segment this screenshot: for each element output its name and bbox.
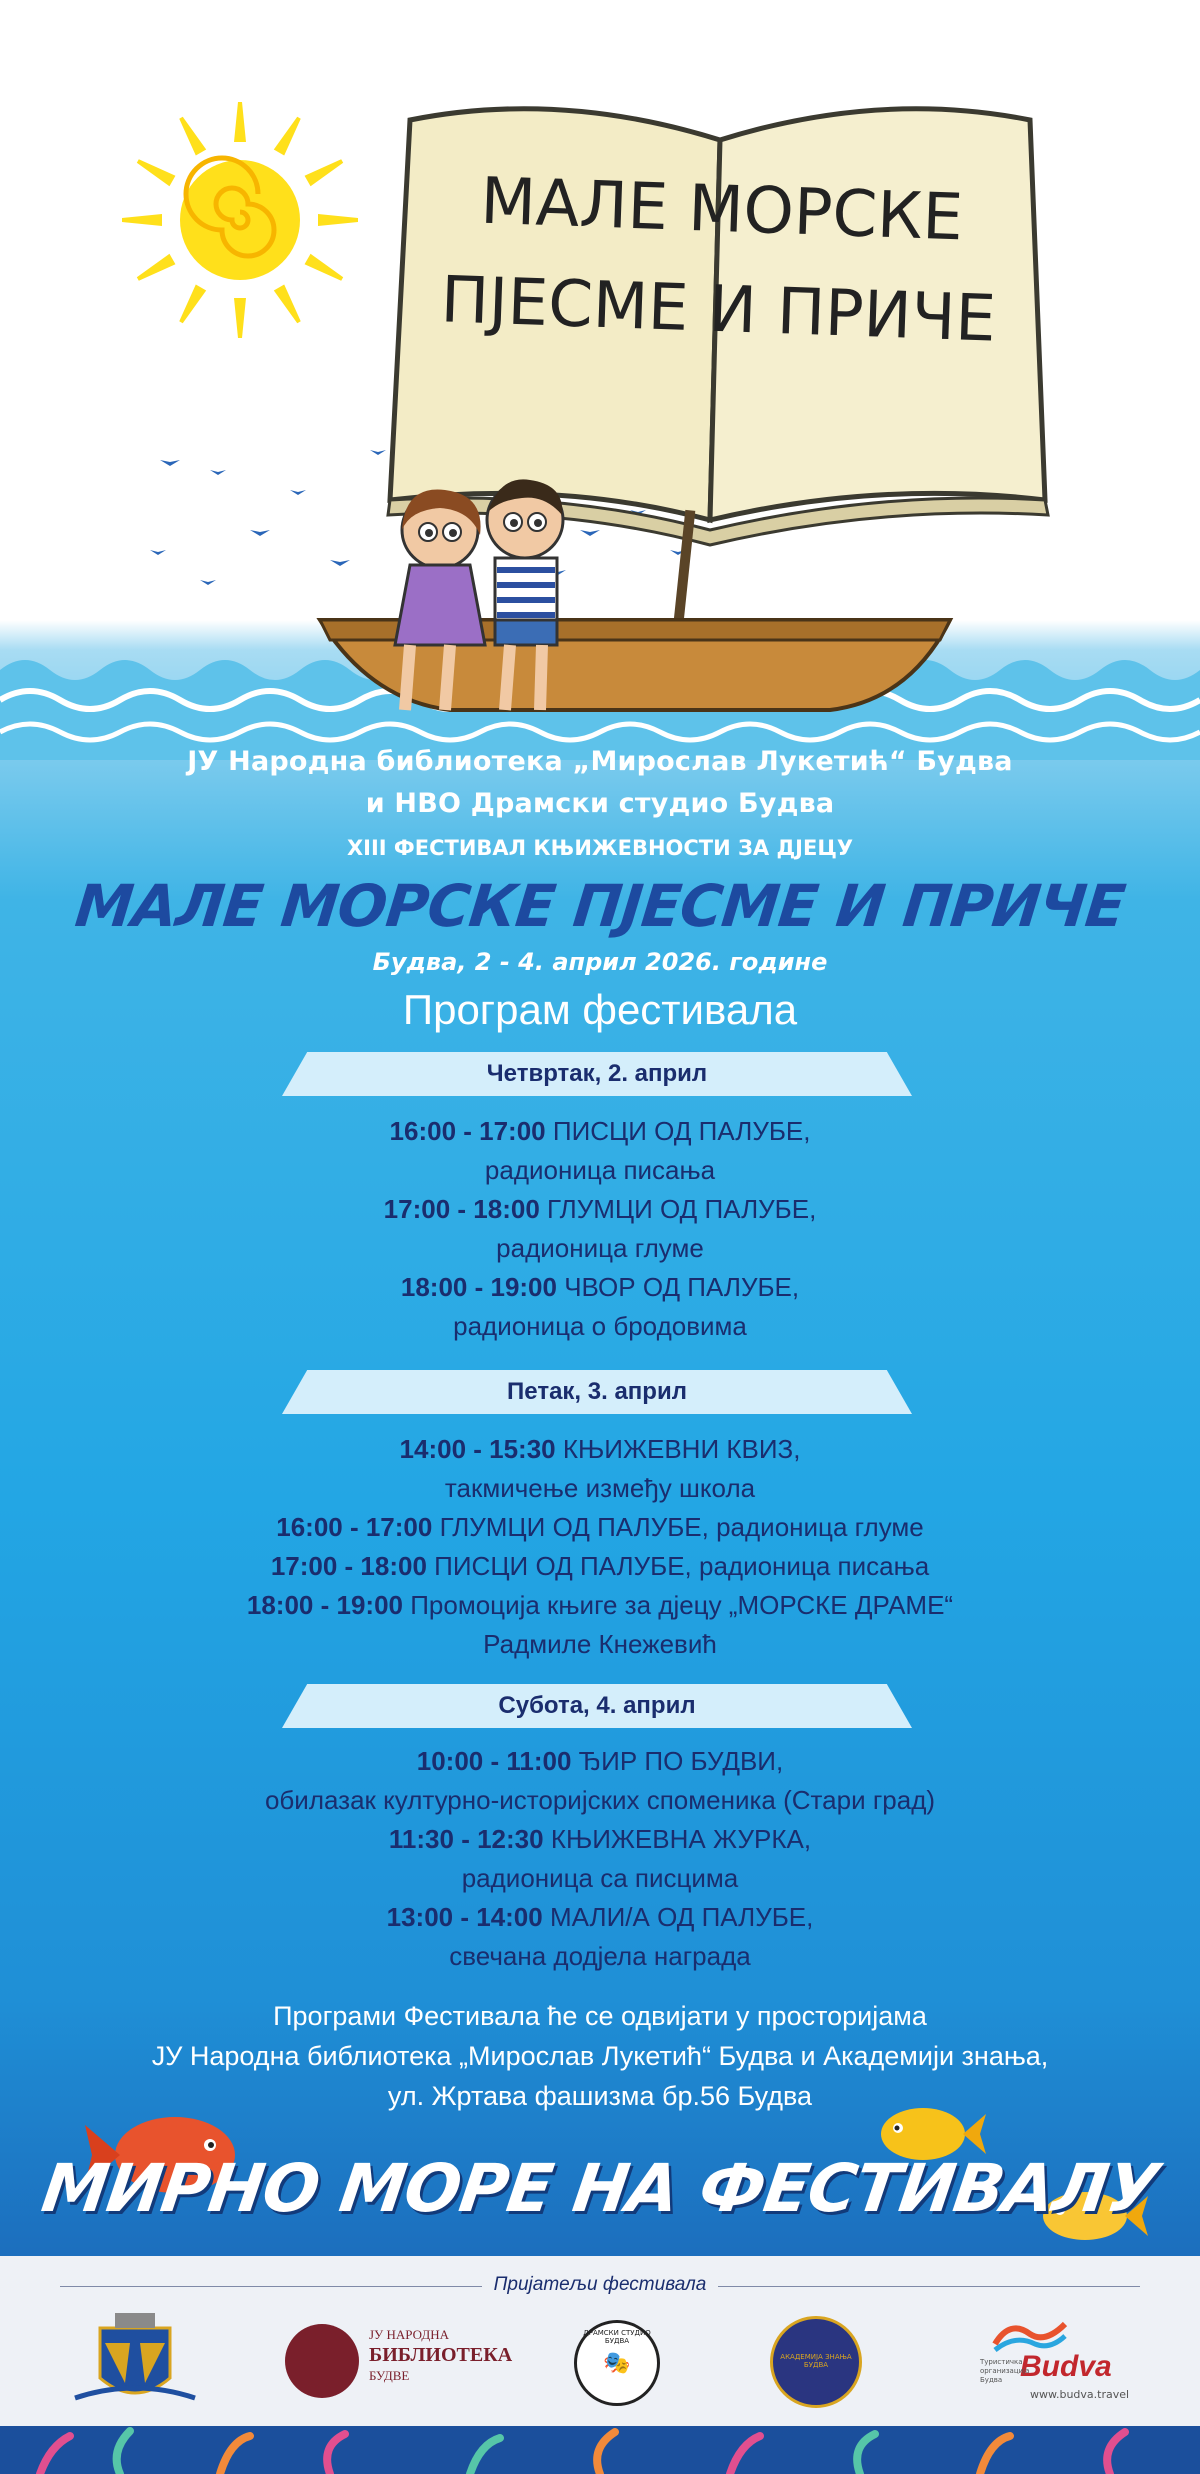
event-title: ЧВОР ОД ПАЛУБЕ, [564, 1272, 800, 1302]
event-subtitle: такмичење између школа [444, 1473, 756, 1503]
partners-label-text: Пријатељи фестивала [482, 2274, 719, 2295]
coral-icon [0, 2426, 1200, 2474]
event-friday-1 [0, 1430, 1200, 1508]
event-friday-2 [0, 1508, 1200, 1547]
event-subtitle: радионица о бродовима [453, 1311, 747, 1341]
venue-line-3: ул. Жртава фашизма бр.56 Будва [387, 2081, 813, 2111]
event-time: 18:00 - 19:00 [400, 1272, 557, 1302]
sun-icon [110, 90, 370, 350]
theater-masks-icon: 🎭 [603, 2351, 631, 2376]
event-title: ПИСЦИ ОД ПАЛУБЕ, радионица писања [434, 1551, 930, 1581]
event-subtitle: радионица глуме [496, 1233, 704, 1263]
tourism-brand: Budva [1020, 2350, 1112, 2383]
tourism-url: www.budva.travel [1030, 2388, 1130, 2401]
event-title: ГЛУМЦИ ОД ПАЛУБЕ, радионица глуме [439, 1512, 924, 1542]
day-label-saturday: Субота, 4. април [498, 1692, 696, 1719]
event-time: 18:00 - 19:00 [246, 1590, 403, 1620]
event-subtitle: свечана додјела награда [449, 1941, 751, 1971]
program-heading: Програм фестивала [402, 986, 798, 1033]
event-time: 16:00 - 17:00 [389, 1116, 546, 1146]
budva-tourism-logo [980, 2314, 1140, 2414]
venue-line-1: Програми Фестивала ће се одвијати у просторијама [273, 2001, 927, 2031]
festival-dates: Будва, 2 - 4. април 2026. године [372, 948, 828, 976]
event-time: 16:00 - 17:00 [276, 1512, 433, 1542]
organizer-line-2: и НВО Драмски студио Будва [365, 788, 835, 819]
event-subtitle: обилазак културно-историјских споменика (Стари град) [264, 1785, 936, 1815]
event-title: ПИСЦИ ОД ПАЛУБЕ, [552, 1116, 811, 1146]
boat-with-children-illustration [310, 470, 970, 750]
event-time: 14:00 - 15:30 [399, 1434, 556, 1464]
event-title: КЊИЖЕВНА ЖУРКА, [550, 1824, 812, 1854]
event-time: 13:00 - 14:00 [386, 1902, 543, 1932]
organizer-line-1: ЈУ Народна библиотека „Мирослав Лукетић“ Будва [187, 746, 1013, 777]
event-subtitle: радионица са писцима [461, 1863, 739, 1893]
event-saturday-2 [0, 1820, 1200, 1898]
event-title: КЊИЖЕВНИ КВИЗ, [562, 1434, 801, 1464]
budva-coat-of-arms-icon [70, 2308, 200, 2418]
academy-logo-text: АКАДЕМИЈА ЗНАЊА БУДВА [780, 2353, 852, 2369]
festival-title: МАЛЕ МОРСКЕ ПЈЕСМЕ И ПРИЧЕ [72, 872, 1128, 940]
day-label-friday: Петак, 3. април [507, 1378, 687, 1405]
festival-edition: XIII ФЕСТИВАЛ КЊИЖЕВНОСТИ ЗА ДЈЕЦУ [346, 836, 854, 860]
tourism-tagline: Туристичка организација Будва [980, 2358, 1030, 2384]
event-title: ЂИР ПО БУДВИ, [578, 1746, 784, 1776]
drama-studio-logo-text: ДРАМСКИ СТУДИО БУДВА [583, 2329, 651, 2345]
event-thursday-3 [0, 1268, 1200, 1346]
slogan: МИРНО МОРЕ НА ФЕСТИВАЛУ [37, 2150, 1163, 2227]
event-subtitle: Радмиле Кнежевић [483, 1629, 717, 1659]
partners-footer [0, 2256, 1200, 2426]
event-friday-3 [0, 1547, 1200, 1586]
event-title: МАЛИ/А ОД ПАЛУБЕ, [549, 1902, 814, 1932]
event-saturday-1 [0, 1742, 1200, 1820]
day-label-thursday: Четвртак, 2. април [486, 1060, 708, 1087]
event-thursday-2 [0, 1190, 1200, 1268]
drama-studio-logo [574, 2320, 660, 2406]
event-title: ГЛУМЦИ ОД ПАЛУБЕ, [547, 1194, 817, 1224]
library-logo [285, 2318, 515, 2408]
book-title-line1: МАЛЕ МОРСКЕ [479, 164, 965, 256]
event-subtitle: радионица писања [484, 1155, 716, 1185]
book-title [437, 150, 1004, 369]
library-logo-line3: БУДВЕ [369, 2368, 410, 2383]
event-friday-4 [0, 1586, 1200, 1664]
event-time: 17:00 - 18:00 [383, 1194, 540, 1224]
tourism-wave-icon [990, 2314, 1070, 2354]
event-time: 10:00 - 11:00 [416, 1746, 572, 1776]
library-logo-line1: ЈУ НАРОДНА [369, 2327, 450, 2342]
library-logo-line2: БИБЛИОТЕКА [369, 2344, 513, 2366]
venue-line-2: ЈУ Народна библиотека „Мирослав Лукетић“ Будва и Академији знања, [151, 2041, 1049, 2071]
academy-logo [770, 2316, 862, 2408]
event-time: 17:00 - 18:00 [270, 1551, 427, 1581]
event-thursday-1 [0, 1112, 1200, 1190]
event-saturday-3 [0, 1898, 1200, 1976]
partners-label [0, 2274, 1200, 2296]
venue-note [0, 1996, 1200, 2116]
book-title-line2: ПЈЕСМЕ И ПРИЧЕ [439, 263, 998, 357]
event-time: 11:30 - 12:30 [388, 1824, 544, 1854]
event-title: Промоција књиге за дјецу „МОРСКЕ ДРАМЕ“ [410, 1590, 954, 1620]
seabed [0, 2426, 1200, 2474]
library-seal-icon [285, 2324, 359, 2398]
